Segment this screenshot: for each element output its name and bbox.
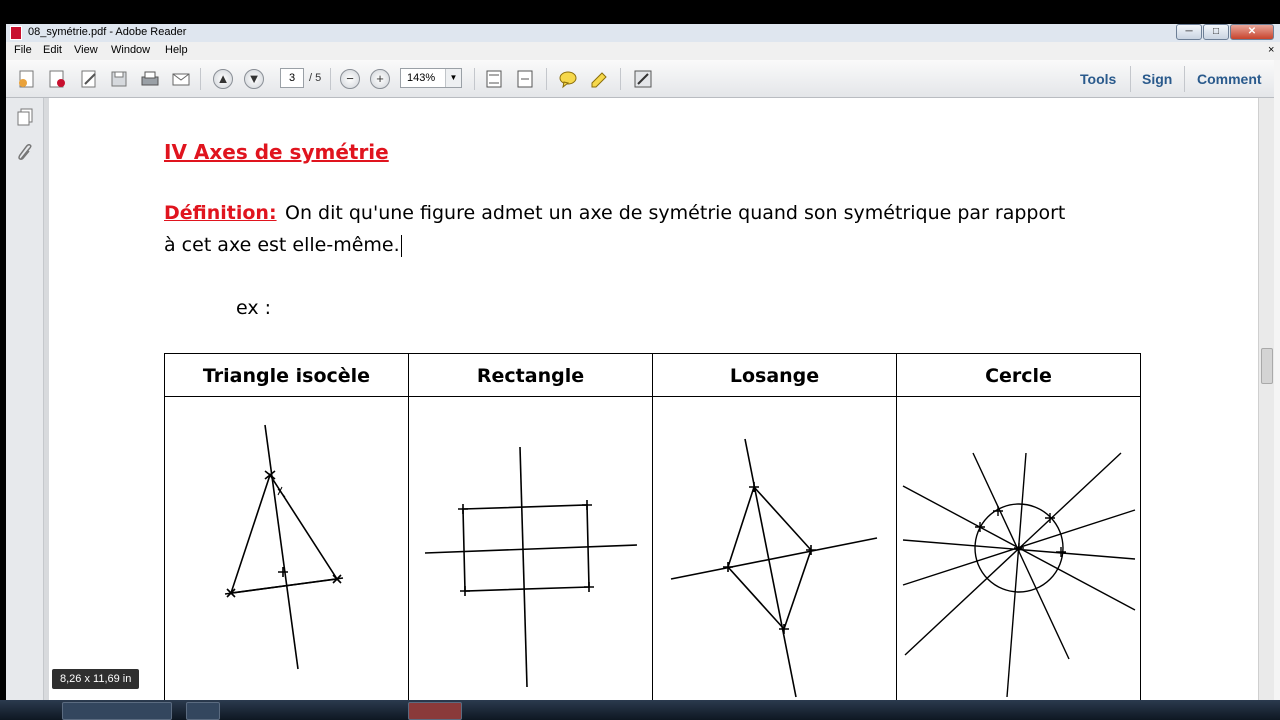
- navigation-pane: [6, 98, 44, 700]
- document-view[interactable]: [44, 98, 1258, 700]
- rectangle-figure: [409, 397, 653, 700]
- page-total: / 5: [309, 72, 322, 84]
- definition-text-line2: [164, 234, 402, 257]
- page-number-input[interactable]: 3: [280, 68, 304, 88]
- vertical-scrollbar[interactable]: [1258, 98, 1274, 700]
- page-edge: [44, 98, 49, 700]
- chevron-down-icon[interactable]: ▼: [445, 69, 461, 87]
- scroll-thumb[interactable]: [1261, 348, 1273, 384]
- next-page-icon[interactable]: ▼: [243, 68, 265, 90]
- menu-file[interactable]: File: [14, 44, 32, 56]
- toolbar: [6, 60, 1274, 98]
- fit-width-icon[interactable]: [514, 68, 536, 90]
- attachments-icon[interactable]: [16, 144, 34, 162]
- section-heading: IV Axes de symétrie: [164, 140, 389, 164]
- comment-bubble-icon[interactable]: [557, 68, 579, 90]
- cercle-figure: [897, 397, 1140, 700]
- header-triangle: Triangle isocèle: [165, 354, 409, 397]
- header-rectangle: Rectangle: [409, 354, 653, 397]
- email-icon[interactable]: [170, 68, 192, 90]
- zoom-out-icon[interactable]: −: [339, 68, 361, 90]
- taskbar-item[interactable]: [186, 702, 220, 720]
- print-icon[interactable]: [139, 68, 161, 90]
- cell-cercle: [897, 397, 1140, 700]
- losange-figure: [653, 397, 897, 700]
- definition-text-line1: On dit qu'une figure admet un axe de symétrie quand son symétrique par rapport: [285, 202, 1066, 224]
- header-cercle: Cercle: [897, 354, 1140, 397]
- create-pdf-icon[interactable]: [16, 68, 38, 90]
- zoom-select[interactable]: [400, 68, 462, 88]
- menu-edit[interactable]: Edit: [43, 44, 62, 56]
- taskbar: [0, 700, 1280, 720]
- window-title: 08_symétrie.pdf - Adobe Reader: [28, 26, 187, 38]
- text-cursor: [401, 235, 402, 257]
- cell-losange: [653, 397, 897, 700]
- maximize-button[interactable]: □: [1203, 24, 1229, 40]
- window-title-area: [6, 24, 1280, 42]
- title-bar: [0, 0, 1280, 42]
- combine-files-icon[interactable]: [46, 68, 68, 90]
- tab-tools[interactable]: Tools: [1080, 71, 1117, 87]
- toolbar-separator: [1130, 66, 1131, 92]
- cell-triangle: [165, 397, 409, 700]
- triangle-figure: [165, 397, 409, 700]
- expand-icon[interactable]: [632, 68, 654, 90]
- edit-pdf-icon[interactable]: [78, 68, 100, 90]
- toolbar-separator: [330, 68, 331, 90]
- cell-rectangle: [409, 397, 653, 700]
- taskbar-item-adobe-reader[interactable]: [408, 702, 462, 720]
- pdf-app-icon: [10, 26, 22, 40]
- zoom-in-icon[interactable]: +: [369, 68, 391, 90]
- toolbar-separator: [1184, 66, 1185, 92]
- definition-text-line2-content: à cet axe est elle-même.: [164, 234, 400, 256]
- definition-label: Définition:: [164, 202, 277, 224]
- menu-help[interactable]: Help: [165, 44, 188, 56]
- toolbar-separator: [474, 68, 475, 90]
- toolbar-separator: [200, 68, 201, 90]
- highlight-icon[interactable]: [588, 68, 610, 90]
- close-button[interactable]: ✕: [1230, 24, 1274, 40]
- fit-page-icon[interactable]: [483, 68, 505, 90]
- tab-sign[interactable]: Sign: [1142, 71, 1173, 87]
- page-size-indicator: 8,26 x 11,69 in: [52, 669, 139, 689]
- taskbar-item[interactable]: [62, 702, 172, 720]
- menu-window[interactable]: Window: [111, 44, 151, 56]
- toolbar-separator: [546, 68, 547, 90]
- menu-bar: [6, 42, 1280, 60]
- page-thumbnails-icon[interactable]: [16, 108, 34, 126]
- shape-table: [164, 353, 1141, 700]
- close-document-icon[interactable]: ×: [1268, 44, 1275, 56]
- save-icon[interactable]: [108, 68, 130, 90]
- tab-comment[interactable]: Comment: [1197, 71, 1262, 87]
- previous-page-icon[interactable]: ▲: [212, 68, 234, 90]
- toolbar-separator: [620, 68, 621, 90]
- header-losange: Losange: [653, 354, 897, 397]
- zoom-value: 143%: [407, 72, 436, 84]
- menu-view[interactable]: View: [74, 44, 98, 56]
- window-edge: [1274, 60, 1280, 700]
- minimize-button[interactable]: ─: [1176, 24, 1202, 40]
- example-label: ex :: [236, 297, 272, 319]
